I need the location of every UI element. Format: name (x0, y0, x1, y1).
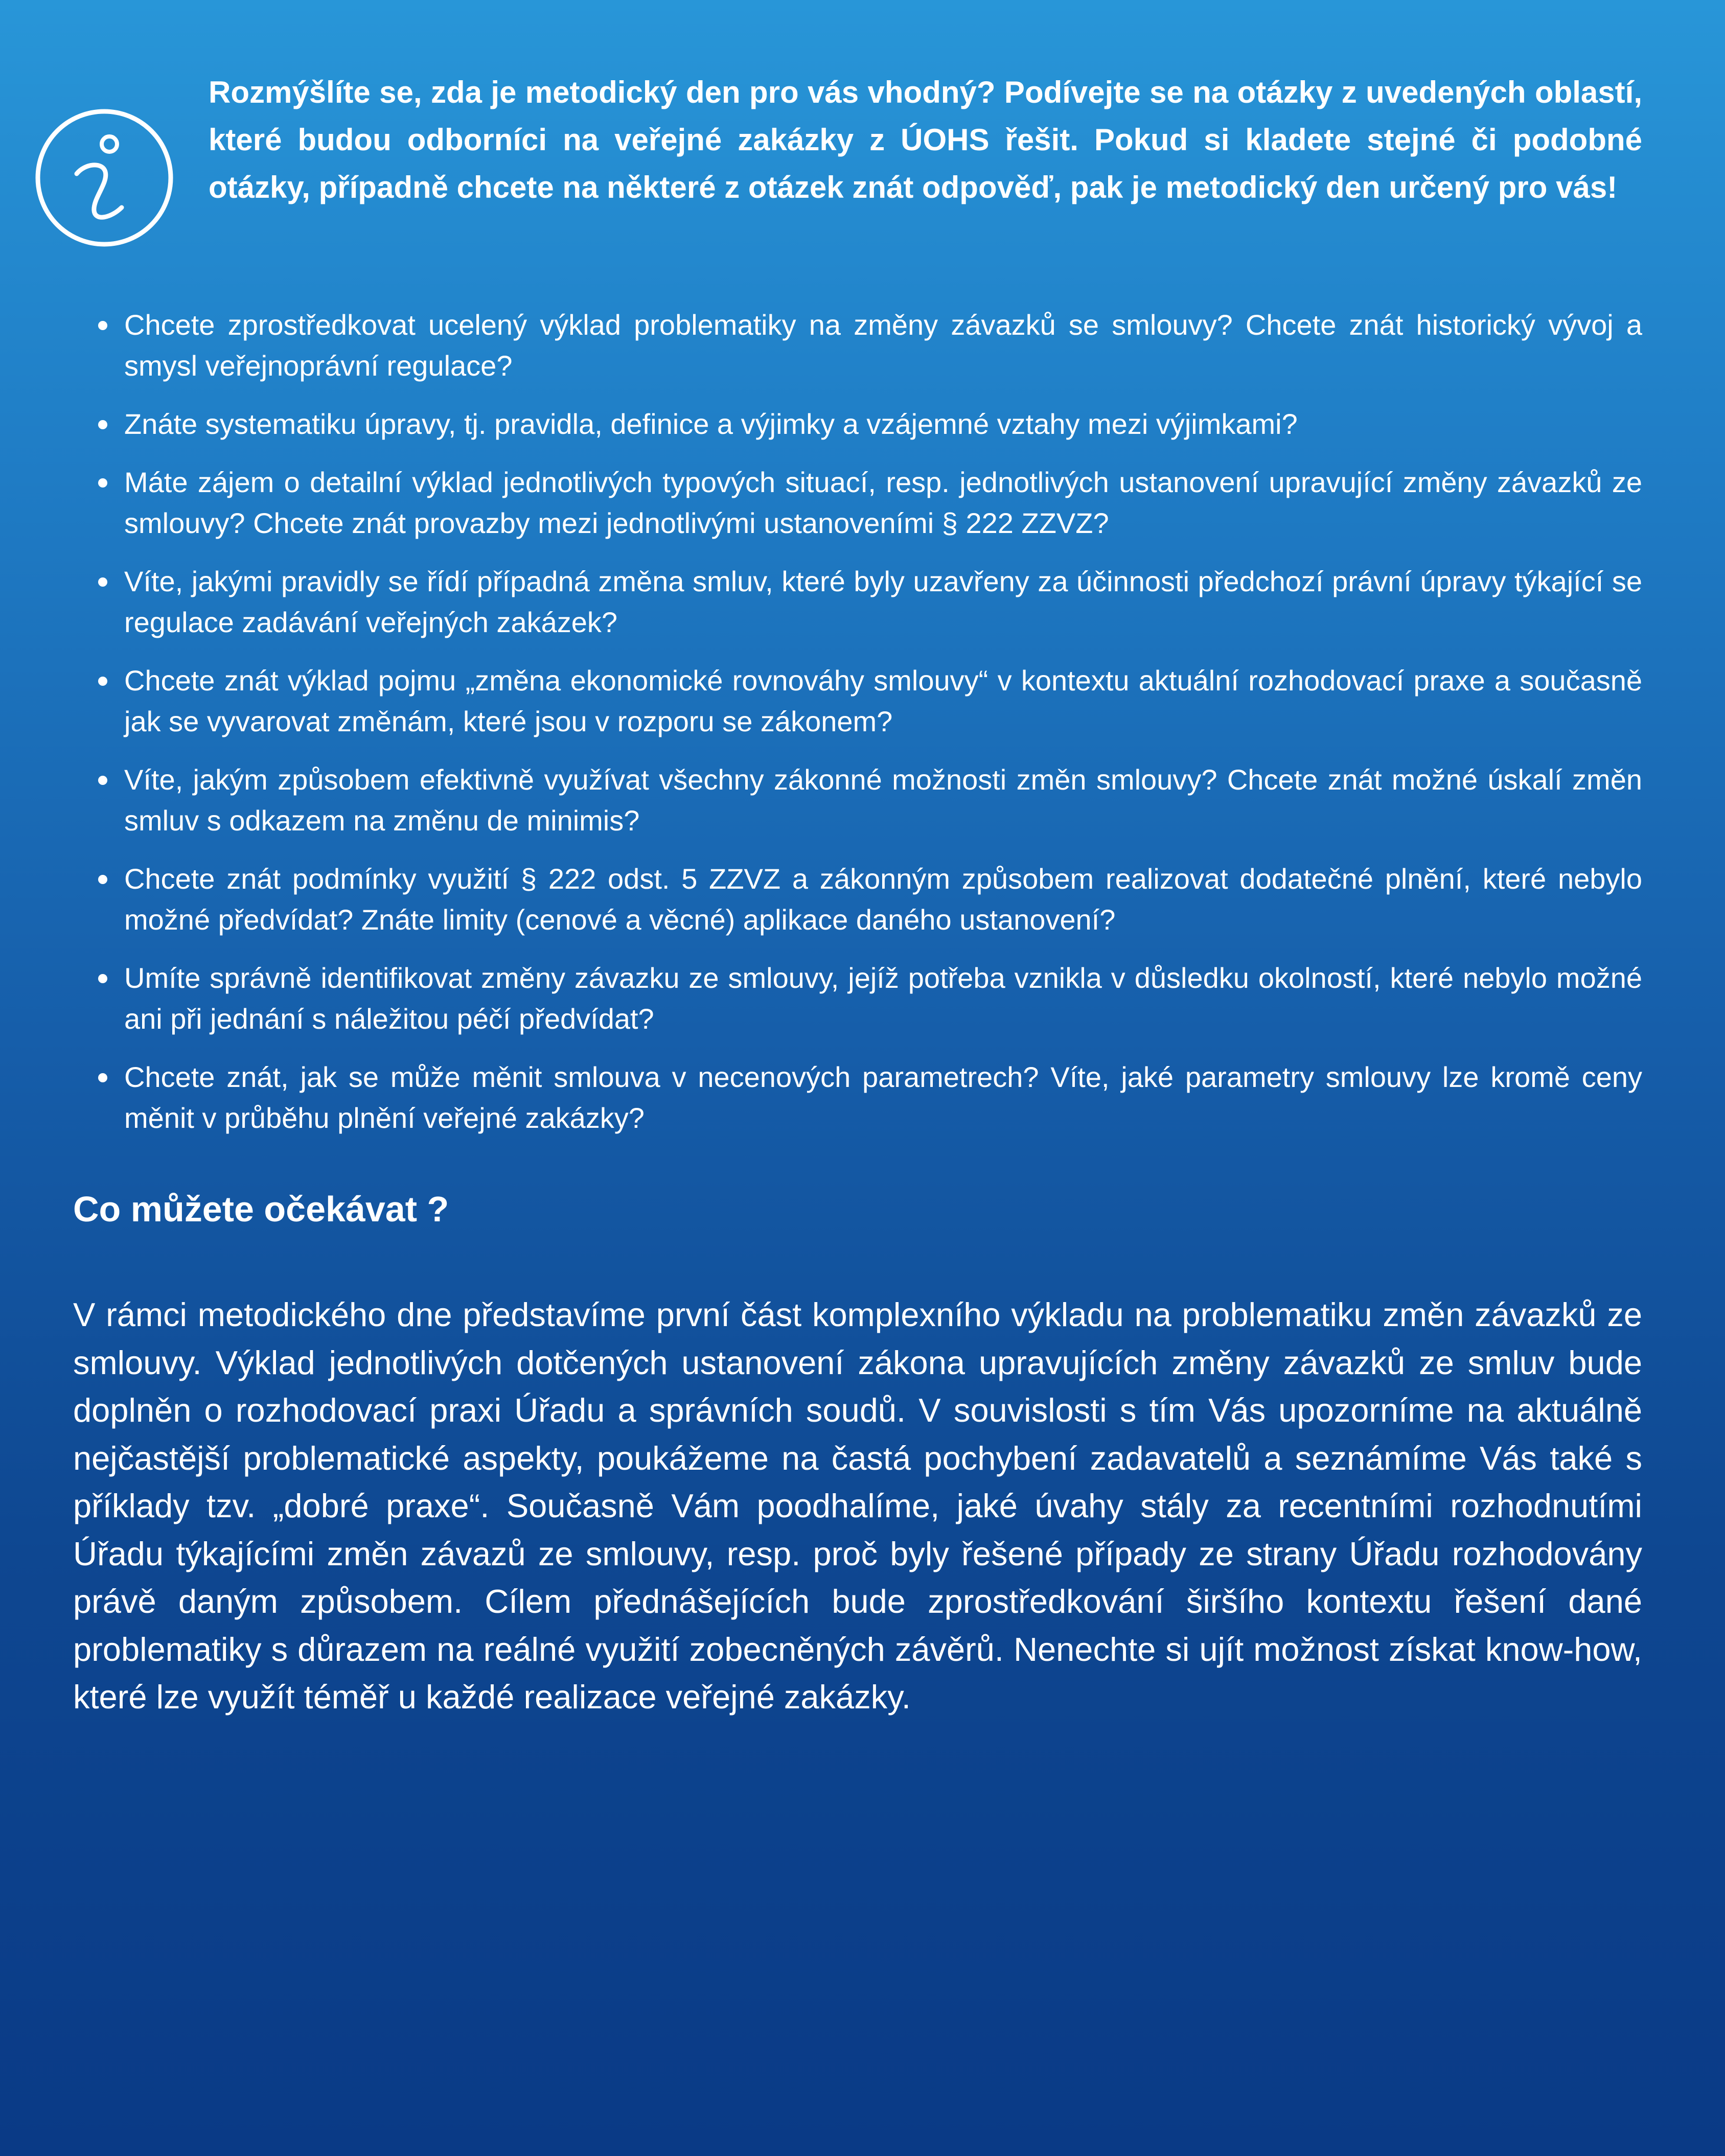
bullet-icon (98, 321, 107, 330)
question-text: Máte zájem o detailní výklad jednotlivých typových situací, resp. jednotlivých ustanovení upravující změny závazků ze smlouvy? Chcete znát provazby mezi jednotlivými ustanoveními § 222 ZZVZ? (124, 466, 1642, 539)
list-item (124, 1057, 1642, 1139)
list-item (124, 660, 1642, 742)
section-heading: Co můžete očekávat ? (73, 1189, 449, 1229)
bullet-icon (98, 478, 107, 488)
question-text: Chcete znát, jak se může měnit smlouva v necenových parametrech? Víte, jaké parametry smlouvy lze kromě ceny měnit v průběhu plnění veřejné zakázky? (124, 1061, 1642, 1134)
question-text: Znáte systematiku úpravy, tj. pravidla, definice a výjimky a vzájemné vztahy mezi výjimkami? (124, 408, 1298, 440)
question-text: Víte, jakými pravidly se řídí případná změna smluv, které byly uzavřeny za účinnosti předchozí právní úpravy týkající se regulace zadávání veřejných zakázek? (124, 565, 1642, 638)
list-item (124, 561, 1642, 643)
intro-text: Rozmýšlíte se, zda je metodický den pro vás vhodný? Podívejte se na otázky z uvedených oblastí, které budou odborníci na veřejné zakázky z ÚOHS řešit. Pokud si kladete stejné či podobné otázky, případně chcete na některé z otázek znát odpověď, pak je metodický den určený pro vás! (209, 75, 1642, 204)
list-item (124, 759, 1642, 841)
bullet-icon (98, 776, 107, 785)
list-item (124, 958, 1642, 1039)
bullet-icon (98, 1073, 107, 1082)
bullet-icon (98, 974, 107, 983)
question-text: Umíte správně identifikovat změny závazku ze smlouvy, jejíž potřeba vznikla v důsledku okolností, které nebylo možné ani při jednání s náležitou péčí předvídat? (124, 962, 1642, 1035)
bullet-icon (98, 677, 107, 686)
question-text: Chcete znát výklad pojmu „změna ekonomické rovnováhy smlouvy“ v kontextu aktuální rozhodovací praxe a současně jak se vyvarovat změnám, které jsou v rozporu se zákonem? (124, 664, 1642, 737)
question-text: Chcete znát podmínky využití § 222 odst. 5 ZZVZ a zákonným způsobem realizovat dodatečné plnění, které nebylo možné předvídat? Znáte limity (cenové a věcné) aplikace daného ustanovení? (124, 863, 1642, 936)
section-body: V rámci metodického dne představíme první část komplexního výkladu na problematiku změn závazků ze smlouvy. Výklad jednotlivých dotčených ustanovení zákona upravujících změny závazků ze smluv bude doplněn o rozhodovací praxi Úřadu a správních soudů. V souvislosti s tím Vás upozorníme na aktuálně nejčastější problematické aspekty, poukážeme na častá pochybení zadavatelů a seznámíme Vás také s příklady tzv. „dobré praxe“. Současně Vám poodhalíme, jaké úvahy stály za recentními rozhodnutími Úřadu týkajícími změn závazů ze smlouvy, resp. proč byly řešené případy ze strany Úřadu rozhodovány právě daným způsobem. Cílem přednášejících bude zprostředkování širšího kontextu řešení dané problematiky s důrazem na reálné využití zobecněných závěrů. Nenechte si ujít možnost získat know-how, které lze využít téměř u každé realizace veřejné zakázky. (73, 1296, 1642, 1715)
bullet-icon (98, 420, 107, 429)
question-text: Chcete zprostředkovat ucelený výklad problematiky na změny závazků se smlouvy? Chcete znát historický vývoj a smysl veřejnoprávní regulace? (124, 309, 1642, 382)
bullet-icon (98, 875, 107, 884)
info-icon (35, 108, 174, 247)
list-item (124, 305, 1642, 386)
bullet-icon (98, 577, 107, 587)
list-item (124, 462, 1642, 544)
list-item (124, 859, 1642, 940)
list-item (124, 404, 1642, 445)
question-text: Víte, jakým způsobem efektivně využívat všechny zákonné možnosti změn smlouvy? Chcete znát možné úskalí změn smluv s odkazem na změnu de minimis? (124, 763, 1642, 837)
